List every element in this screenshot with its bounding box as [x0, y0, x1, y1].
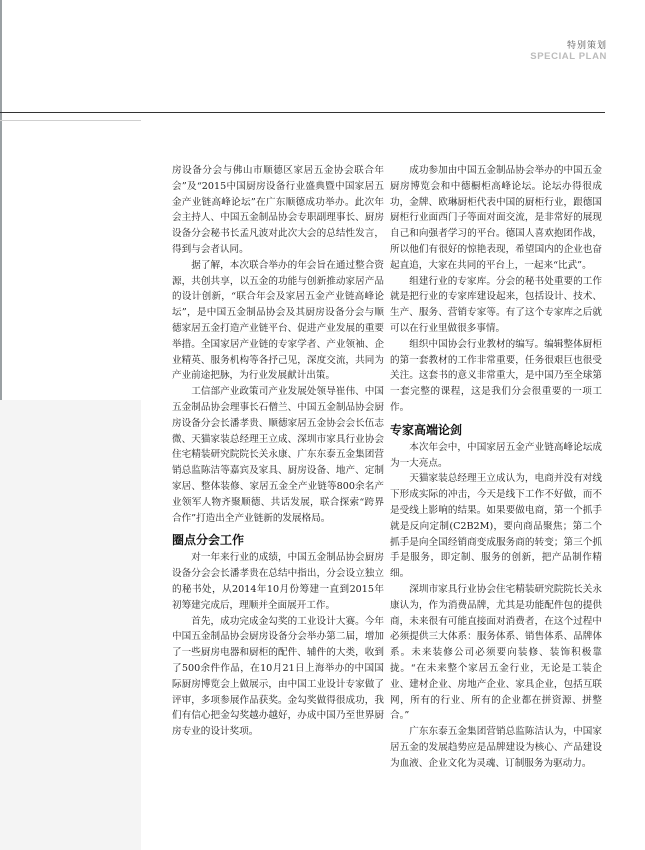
- article-column-right: [390, 163, 602, 771]
- section-subtitle: SPECIAL PLAN: [530, 51, 607, 62]
- paragraph: 成功参加由中国五金制品协会举办的中国五金厨房博览会和中德橱柜高峰论坛。论坛办得很成功，金牌、欧琳厨柜代表中国的厨柜行业，跟德国厨柜行业面西门子等面对面交流，是非常好的展现自己和向强者学习的平台。德国人喜欢抱团作战，所以他们有很好的惊艳表现，希望国内的企业也奋起直追，大家在共同的平台上，一起来“比武”。: [390, 165, 602, 271]
- paragraph: 首先，成功完成金勾奖的工业设计大赛。今年中国五金制品协会厨房设备分会举办第二届，增加了一些厨房电器和厨柜的配件、辅件的大类，收到了500余件作品，在10月21日上海举办的中国国际厨房博览会上做展示，由中国工业设计专家做了评审，多项参展作品获奖。金勾奖做得很成功，我们有信心把金勾奖越办越好，办成中国乃至世界厨房专业的设计奖项。: [172, 615, 384, 738]
- paragraph: 天猫家装总经理王立成认为，电商并没有对线下形成实际的冲击，今天是线下工作不好做，而不是受线上影响的结果。如果要做电商，第一个抓手就是反向定制(C2B2M)，要向商品聚焦；第二个抓手是向全国经销商变成服务商的转变；第三个抓手是服务，即定制、服务的创新，把产品制作精细。: [390, 473, 602, 580]
- margin-shade: [0, 400, 141, 850]
- paragraph: 深圳市家具行业协会住宅精装研究院院长关永康认为，作为消费品牌，尤其是功能配件包的提供商，未来很有可能直接面对消费者，在这个过程中必须提供三大体系：服务体系、销售体系、品牌体系。未来装修公司必须要向装修、装饰积极靠拢。“在未来整个家居五金行业，无论是工装企业、建材企业、房地产企业、家具企业，包括互联网，所有的行业、所有的企业都在拼资源、拼整合。”: [390, 583, 602, 722]
- article-column-left: [172, 163, 384, 740]
- paragraph: 组织中国协会行业教材的编写。编辑整体厨柜的第一套教材的工作非常重要，任务很艰巨也很受关注。这套书的意义非常重大，是中国乃至全球第一套完整的课程，这是我们分会很重要的一项工作。: [390, 338, 602, 413]
- paragraph: 组建行业的专家库。分会的秘书处重要的工作就是把行业的专家库建设起来，包括设计、技术、生产、服务、营销专家等。有了这个专家库之后就可以在行业里做很多事情。: [390, 275, 602, 334]
- paragraph: 对一年来行业的成绩，中国五金制品协会厨房设备分会会长潘孝贵在总结中指出，分会设立独立的秘书处，从2014年10月份筹建一直到2015年初筹建完成后，理顺并全面展开工作。: [172, 552, 384, 611]
- margin-divider: [0, 120, 141, 121]
- header-divider: [0, 112, 605, 113]
- paragraph: 本次年会中，中国家居五金产业链高峰论坛成为一大亮点。: [390, 441, 602, 469]
- section-heading: 圈点分会工作: [172, 533, 245, 548]
- paragraph: 工信部产业政策司产业发展处领导崔伟、中国五金制品协会理事长石僧兰、中国五金制品协会厨房设备分会长潘孝贵、顺德家居五金协会会长伍志微、天猫家装总经理王立成、深圳市家具行业协会住宅精装研究院院长关永康、广东东泰五金集团营销总监陈洁等嘉宾及家具、厨房设备、地产、定制家居、整体装修、家居五金全产业链等800余名产业领军人物齐聚顺德、共话发展，联合探索“跨界合作”打造出全产业链新的发展格局。: [172, 386, 384, 524]
- section-label: 特别策划: [566, 41, 607, 51]
- paragraph: 广东东泰五金集团营销总监陈洁认为，中国家居五金的发展趋势应是品牌建设为核心、产品建设为血液、企业文化为灵魂、订制服务为驱动力。: [390, 726, 602, 769]
- paragraph: 房设备分会与佛山市顺德区家居五金协会联合年会”及“2015中国厨房设备行业盛典暨中国家居五金产业链高峰论坛”在广东顺德成功举办。此次年会主持人、中国五金制品协会专职副理事长、厨房设备分会秘书长孟凡波对此次大会的总结性发言，得到与会者认同。: [172, 165, 384, 255]
- paragraph: 据了解，本次联合举办的年会旨在通过整合资源，共创共享，以五金的功能与创新推动家居产品的设计创新，“联合年会及家居五金产业链高峰论坛”，是中国五金制品协会及其厨房设备分会与顺德家居五金打造产业链平台、促进产业发展的重要举措。全国家居产业链的专家学者、产业领袖、企业精英、服务机构等各抒己见，深度交流，共同为产业前途把脉，为行业发展献计出策。: [172, 259, 384, 382]
- section-heading: 专家高端论剑: [390, 422, 463, 437]
